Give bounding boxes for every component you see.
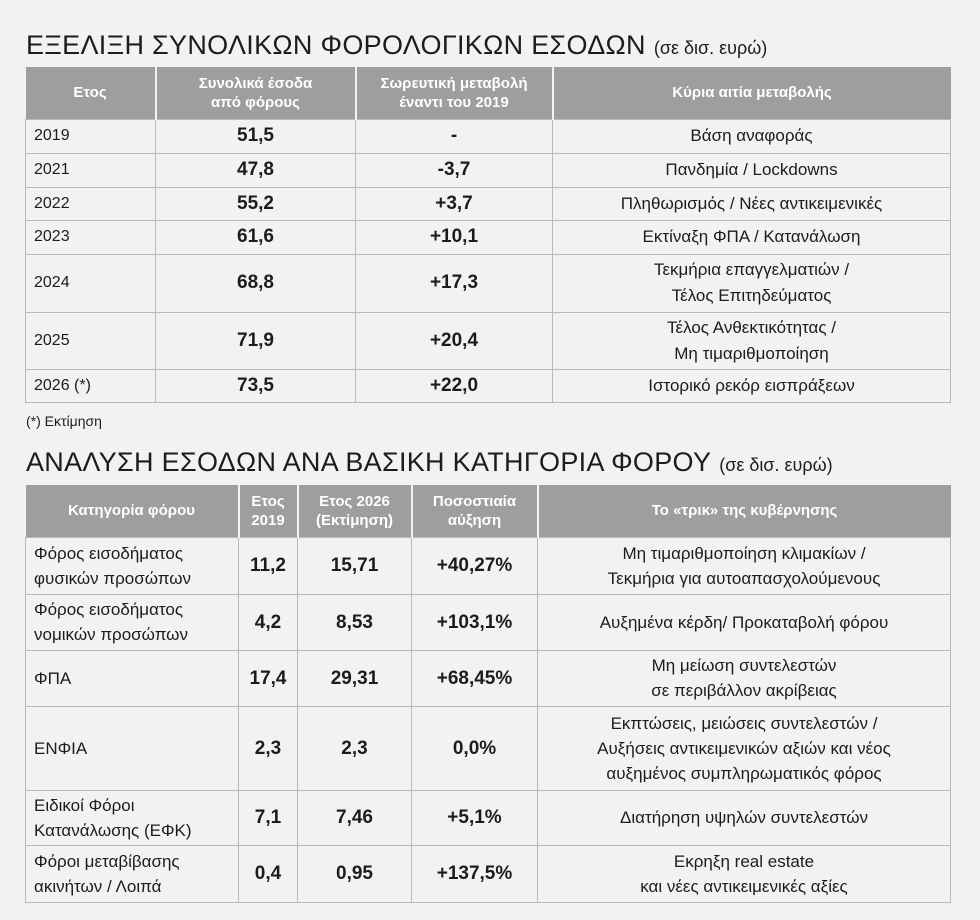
- percent-increase-cell: 0,0%: [412, 706, 538, 790]
- table2-heading: [26, 446, 833, 481]
- table-row: [26, 706, 951, 790]
- column-header-tax-category: Κατηγορία φόρου: [26, 485, 239, 537]
- total-revenue-cell: 55,2: [156, 187, 356, 220]
- total-revenue-cell: 51,5: [156, 119, 356, 153]
- value-2026-cell: 7,46: [298, 790, 412, 845]
- table-row: [26, 790, 951, 845]
- year-cell: 2025: [26, 312, 156, 369]
- table-row: [26, 220, 951, 254]
- year-cell: 2023: [26, 220, 156, 254]
- tax-category-cell: Ειδικοί Φόροι Κατανάλωσης (ΕΦΚ): [26, 790, 239, 845]
- value-2019-cell: 2,3: [239, 706, 298, 790]
- year-cell: 2024: [26, 254, 156, 312]
- year-cell: 2026 (*): [26, 369, 156, 402]
- value-2019-cell: 17,4: [239, 650, 298, 706]
- value-2019-cell: 11,2: [239, 537, 298, 594]
- table1-unit: (σε δισ. ευρώ): [653, 38, 768, 58]
- main-cause-cell: Πανδημία / Lockdowns: [553, 153, 951, 187]
- year-cell: 2022: [26, 187, 156, 220]
- value-2026-cell: 15,71: [298, 537, 412, 594]
- total-revenue-cell: 73,5: [156, 369, 356, 402]
- year-cell: 2019: [26, 119, 156, 153]
- tax-category-table: [25, 485, 951, 903]
- total-revenue-cell: 61,6: [156, 220, 356, 254]
- table-row: [26, 845, 951, 902]
- header-row: [26, 67, 951, 119]
- percent-increase-cell: +68,45%: [412, 650, 538, 706]
- column-header-year: Ετος: [26, 67, 156, 119]
- table1-heading: [26, 29, 767, 64]
- table1-title: ΕΞΕΛΙΞΗ ΣΥΝΟΛΙΚΩΝ ΦΟΡΟΛΟΓΙΚΩΝ ΕΣΟΔΩΝ: [26, 30, 646, 60]
- main-cause-cell: Βάση αναφοράς: [553, 119, 951, 153]
- table2-title: ΑΝΑΛΥΣΗ ΕΣΟΔΩΝ ΑΝΑ ΒΑΣΙΚΗ ΚΑΤΗΓΟΡΙΑ ΦΟΡΟΥ: [26, 447, 712, 477]
- table-row: [26, 153, 951, 187]
- value-2026-cell: 8,53: [298, 594, 412, 650]
- column-header-main-cause: Κύρια αιτία μεταβολής: [553, 67, 951, 119]
- total-revenue-cell: 47,8: [156, 153, 356, 187]
- tax-category-cell: ΦΠΑ: [26, 650, 239, 706]
- cumulative-change-cell: +20,4: [356, 312, 553, 369]
- table-row: [26, 187, 951, 220]
- percent-increase-cell: +103,1%: [412, 594, 538, 650]
- table-row: [26, 254, 951, 312]
- table-row: [26, 369, 951, 402]
- government-trick-cell: Μη τιμαριθμοποίηση κλιμακίων / Τεκμήρια για αυτοαπασχολούμενους: [538, 537, 951, 594]
- value-2019-cell: 0,4: [239, 845, 298, 902]
- main-cause-cell: Πληθωρισμός / Νέες αντικειμενικές: [553, 187, 951, 220]
- value-2026-cell: 29,31: [298, 650, 412, 706]
- column-header-government-trick: Το «τρικ» της κυβέρνησης: [538, 485, 951, 537]
- cumulative-change-cell: +10,1: [356, 220, 553, 254]
- main-cause-cell: Τέλος Ανθεκτικότητας / Μη τιμαριθμοποίηση: [553, 312, 951, 369]
- tax-category-cell: Φόροι μεταβίβασης ακινήτων / Λοιπά: [26, 845, 239, 902]
- tax-category-cell: ΕΝΦΙΑ: [26, 706, 239, 790]
- percent-increase-cell: +40,27%: [412, 537, 538, 594]
- header-row: [26, 485, 951, 537]
- column-header-year-2026: Ετος 2026 (Εκτίμηση): [298, 485, 412, 537]
- cumulative-change-cell: -: [356, 119, 553, 153]
- table-row: [26, 312, 951, 369]
- column-header-total-revenue: Συνολικά έσοδα από φόρους: [156, 67, 356, 119]
- government-trick-cell: Διατήρηση υψηλών συντελεστών: [538, 790, 951, 845]
- government-trick-cell: Εκπτώσεις, μειώσεις συντελεστών / Αυξήσεις αντικειμενικών αξιών και νέος αυξημένος συμπληρωματικός φόρος: [538, 706, 951, 790]
- table-row: [26, 537, 951, 594]
- value-2026-cell: 0,95: [298, 845, 412, 902]
- government-trick-cell: Αυξημένα κέρδη/ Προκαταβολή φόρου: [538, 594, 951, 650]
- tax-category-cell: Φόρος εισοδήματος νομικών προσώπων: [26, 594, 239, 650]
- tax-category-cell: Φόρος εισοδήματος φυσικών προσώπων: [26, 537, 239, 594]
- cumulative-change-cell: -3,7: [356, 153, 553, 187]
- government-trick-cell: Μη μείωση συντελεστών σε περιβάλλον ακρίβειας: [538, 650, 951, 706]
- main-cause-cell: Ιστορικό ρεκόρ εισπράξεων: [553, 369, 951, 402]
- table-row: [26, 119, 951, 153]
- total-revenue-cell: 68,8: [156, 254, 356, 312]
- value-2019-cell: 7,1: [239, 790, 298, 845]
- column-header-year-2019: Ετος 2019: [239, 485, 298, 537]
- column-header-cumulative-change: Σωρευτική μεταβολή έναντι του 2019: [356, 67, 553, 119]
- year-cell: 2021: [26, 153, 156, 187]
- value-2019-cell: 4,2: [239, 594, 298, 650]
- estimate-footnote: (*) Εκτίμηση: [26, 413, 102, 429]
- cumulative-change-cell: +22,0: [356, 369, 553, 402]
- government-trick-cell: Εκρηξη real estate και νέες αντικειμενικές αξίες: [538, 845, 951, 902]
- main-cause-cell: Τεκμήρια επαγγελματιών / Τέλος Επιτηδεύματος: [553, 254, 951, 312]
- total-tax-revenue-table: [25, 67, 951, 403]
- table-row: [26, 650, 951, 706]
- column-header-percent-increase: Ποσοστιαία αύξηση: [412, 485, 538, 537]
- percent-increase-cell: +137,5%: [412, 845, 538, 902]
- table-row: [26, 594, 951, 650]
- cumulative-change-cell: +17,3: [356, 254, 553, 312]
- main-cause-cell: Εκτίναξη ΦΠΑ / Κατανάλωση: [553, 220, 951, 254]
- cumulative-change-cell: +3,7: [356, 187, 553, 220]
- table2-unit: (σε δισ. ευρώ): [719, 455, 833, 475]
- percent-increase-cell: +5,1%: [412, 790, 538, 845]
- total-revenue-cell: 71,9: [156, 312, 356, 369]
- value-2026-cell: 2,3: [298, 706, 412, 790]
